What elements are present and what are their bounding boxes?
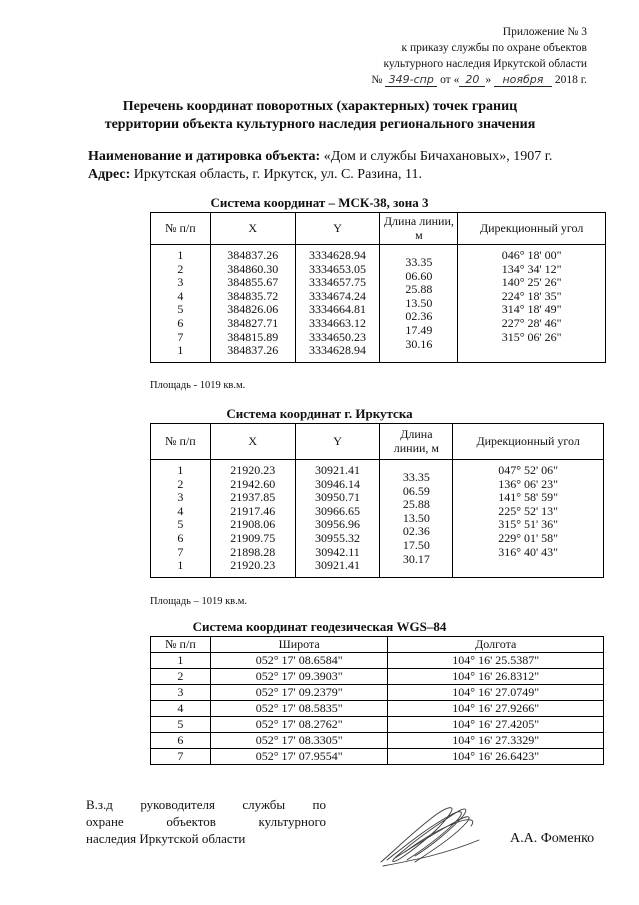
wgs-cell-lat: 052° 17' 08.6584"	[210, 653, 388, 669]
cell-value: 33.35	[402, 470, 430, 484]
wgs-cell-lon: 104° 16' 27.9266"	[388, 701, 604, 717]
msk-header-length: Длина линии, м	[380, 213, 458, 245]
cell-value: 316° 40' 43"	[498, 544, 559, 559]
order-day-close: »	[485, 74, 492, 86]
cell-value: 21920.23	[230, 463, 276, 477]
wgs-cell-lat: 052° 17' 09.3903"	[210, 669, 388, 685]
cell-value: 30946.14	[315, 476, 361, 491]
cell-value: 3334650.23	[309, 329, 367, 344]
wgs-cell-lat: 052° 17' 08.2762"	[210, 717, 388, 733]
cell-value: 21917.46	[230, 503, 276, 518]
cell-value: 7	[177, 329, 184, 344]
order-year: 2018 г.	[554, 74, 587, 86]
cell-value: 30966.65	[315, 503, 361, 518]
wgs-cell-n: 7	[151, 749, 211, 765]
appendix-number: Приложение № 3	[502, 26, 587, 38]
cell-value: 02.36	[402, 524, 430, 539]
cell-value: 2	[177, 476, 184, 491]
msk-header-n: № п/п	[151, 213, 211, 245]
document-title	[40, 98, 600, 134]
cell-value: 4	[177, 503, 184, 518]
cell-value: 21898.28	[230, 544, 276, 559]
appendix-agency-line: культурного наследия Иркутской области	[383, 58, 587, 70]
cell-value: 17.50	[402, 537, 430, 552]
wgs-cell-lon: 104° 16' 26.8312"	[388, 669, 604, 685]
order-date-from: от «	[440, 74, 460, 86]
cell-value: 30.17	[402, 551, 430, 566]
msk-coordinates-table	[150, 212, 606, 363]
msk-header-row	[151, 213, 606, 245]
msk-header-y: Y	[295, 213, 380, 245]
irk-header-n: № п/п	[151, 424, 211, 460]
wgs-cell-lat: 052° 17' 08.5835"	[210, 701, 388, 717]
irk-header-y: Y	[295, 424, 380, 460]
wgs-header-lat: Широта	[210, 637, 388, 653]
order-month-handwritten: ноября	[494, 74, 552, 87]
cell-value: 384815.89	[227, 329, 279, 344]
irk-system-title: Система координат г. Иркутска	[226, 406, 413, 421]
signatory-position	[86, 796, 326, 847]
cell-value: 3	[177, 490, 184, 505]
irk-col-x	[210, 460, 295, 578]
irk-header-x: X	[210, 424, 295, 460]
msk-data-row	[151, 245, 606, 363]
cell-value: 30921.41	[315, 463, 361, 477]
cell-value: 21909.75	[230, 530, 276, 545]
cell-value: 3334657.75	[309, 275, 367, 290]
msk-col-length	[380, 245, 458, 363]
cell-value: 30950.71	[315, 490, 361, 505]
object-address-value: Иркутская область, г. Иркутск, ул. С. Разина, 11.	[130, 167, 423, 182]
table-row	[151, 685, 604, 701]
cell-value: 1	[177, 558, 184, 573]
cell-value: 6	[177, 530, 184, 545]
table-row	[151, 701, 604, 717]
cell-value: 141° 58' 59"	[498, 490, 559, 505]
cell-value: 21942.60	[230, 476, 276, 491]
order-day-handwritten: 20	[459, 74, 485, 87]
appendix-order-line: к приказу службы по охране объектов	[401, 42, 587, 54]
table-row	[151, 749, 604, 765]
cell-value: 3	[177, 275, 184, 290]
irk-data-row	[151, 460, 604, 578]
cell-value: 227° 28' 46"	[501, 315, 562, 330]
order-num-prefix: №	[371, 74, 383, 86]
cell-value: 17.49	[405, 322, 433, 337]
cell-value: 140° 25' 26"	[501, 275, 562, 290]
cell-value: 315° 06' 26"	[501, 329, 562, 344]
wgs-cell-n: 4	[151, 701, 211, 717]
wgs-cell-lon: 104° 16' 25.5387"	[388, 653, 604, 669]
irk-header-direction: Дирекционный угол	[453, 424, 604, 460]
wgs-coordinates-table	[150, 636, 604, 765]
object-name-line	[88, 148, 608, 166]
wgs-system-title: Система координат геодезическая WGS–84	[192, 619, 447, 634]
wgs-cell-lon: 104° 16' 27.4205"	[388, 717, 604, 733]
cell-value: 384837.26	[227, 343, 279, 358]
signatory-line-3: наследия Иркутской области	[86, 831, 246, 846]
cell-value: 3334653.05	[309, 261, 367, 276]
object-name-value: «Дом и службы Бичахановых», 1907 г.	[320, 149, 553, 164]
cell-value: 3334663.12	[309, 315, 367, 330]
cell-value: 25.88	[405, 282, 433, 297]
wgs-cell-lon: 104° 16' 27.0749"	[388, 685, 604, 701]
wgs-cell-n: 6	[151, 733, 211, 749]
msk-header-direction: Дирекционный угол	[458, 213, 606, 245]
cell-value: 3334628.94	[309, 343, 367, 358]
object-address-label: Адрес:	[88, 167, 131, 182]
wgs-cell-n: 1	[151, 653, 211, 669]
cell-value: 21937.85	[230, 490, 276, 505]
cell-value: 136° 06' 23"	[498, 476, 559, 491]
msk-col-n	[151, 245, 211, 363]
cell-value: 225° 52' 13"	[498, 503, 559, 518]
object-info	[88, 148, 608, 184]
wgs-cell-lat: 052° 17' 08.3305"	[210, 733, 388, 749]
cell-value: 229° 01' 58"	[498, 530, 559, 545]
irk-col-n	[151, 460, 211, 578]
handwritten-signature	[375, 800, 485, 870]
cell-value: 02.36	[405, 309, 433, 324]
cell-value: 2	[177, 261, 184, 276]
title-line-2: территории объекта культурного наследия регионального значения	[104, 117, 536, 132]
appendix-order-ref	[287, 72, 587, 88]
irk-header-row	[151, 424, 604, 460]
cell-value: 384827.71	[227, 315, 279, 330]
wgs-cell-n: 2	[151, 669, 211, 685]
cell-value: 5	[177, 517, 184, 532]
signatory-line-2: охране объектов культурного	[86, 814, 326, 829]
msk-col-y	[295, 245, 380, 363]
irk-col-direction	[453, 460, 604, 578]
wgs-header-lon: Долгота	[388, 637, 604, 653]
title-line-1: Перечень координат поворотных (характерных) точек границ	[122, 99, 518, 114]
cell-value: 1	[177, 343, 184, 358]
wgs-cell-n: 5	[151, 717, 211, 733]
cell-value: 7	[177, 544, 184, 559]
cell-value: 384826.06	[227, 302, 279, 317]
cell-value: 384860.30	[227, 261, 279, 276]
wgs-cell-lon: 104° 16' 26.6423"	[388, 749, 604, 765]
signatory-name: А.А. Фоменко	[510, 831, 595, 846]
cell-value: 21920.23	[230, 558, 276, 573]
cell-value: 047° 52' 06"	[498, 463, 559, 477]
cell-value: 30955.32	[315, 530, 361, 545]
object-address-line	[88, 166, 608, 184]
cell-value: 13.50	[405, 295, 433, 310]
msk-header-x: X	[210, 213, 295, 245]
msk-col-direction	[458, 245, 606, 363]
cell-value: 315° 51' 36"	[498, 517, 559, 532]
cell-value: 224° 18' 35"	[501, 288, 562, 303]
irk-header-length: Длина линии, м	[380, 424, 453, 460]
wgs-cell-lat: 052° 17' 09.2379"	[210, 685, 388, 701]
cell-value: 3334664.81	[309, 302, 367, 317]
table-row	[151, 653, 604, 669]
cell-value: 384835.72	[227, 288, 279, 303]
table-row	[151, 669, 604, 685]
wgs-cell-lon: 104° 16' 27.3329"	[388, 733, 604, 749]
cell-value: 5	[177, 302, 184, 317]
wgs-cell-lat: 052° 17' 07.9554"	[210, 749, 388, 765]
cell-value: 6	[177, 315, 184, 330]
cell-value: 046° 18' 00"	[501, 248, 562, 262]
wgs-header-row	[151, 637, 604, 653]
cell-value: 30.16	[405, 336, 433, 351]
cell-value: 384855.67	[227, 275, 279, 290]
signatory-line-1: В.з.д руководителя службы по	[86, 797, 326, 812]
order-number-handwritten: 349-спр	[385, 74, 437, 87]
wgs-cell-n: 3	[151, 685, 211, 701]
msk-system-title: Система координат – МСК-38, зона 3	[210, 195, 429, 210]
object-name-label: Наименование и датировка объекта:	[88, 149, 321, 164]
cell-value: 314° 18' 49"	[501, 302, 562, 317]
cell-value: 21908.06	[230, 517, 276, 532]
table-row	[151, 733, 604, 749]
cell-value: 06.60	[405, 268, 433, 283]
cell-value: 25.88	[402, 497, 430, 512]
wgs-header-n: № п/п	[151, 637, 211, 653]
irk-coordinates-table	[150, 423, 604, 578]
cell-value: 3334628.94	[309, 248, 367, 262]
irk-area: Площадь – 1019 кв.м.	[150, 596, 248, 607]
irk-col-y	[295, 460, 380, 578]
cell-value: 30956.96	[315, 517, 361, 532]
cell-value: 30921.41	[315, 558, 361, 573]
cell-value: 3334674.24	[309, 288, 367, 303]
cell-value: 1	[177, 463, 184, 477]
cell-value: 384837.26	[227, 248, 279, 262]
cell-value: 13.50	[402, 510, 430, 525]
cell-value: 134° 34' 12"	[501, 261, 562, 276]
msk-col-x	[210, 245, 295, 363]
cell-value: 33.35	[405, 255, 433, 269]
cell-value: 4	[177, 288, 184, 303]
irk-col-length	[380, 460, 453, 578]
cell-value: 30942.11	[315, 544, 360, 559]
appendix-header	[287, 24, 587, 88]
table-row	[151, 717, 604, 733]
cell-value: 1	[177, 248, 184, 262]
msk-area: Площадь - 1019 кв.м.	[150, 380, 246, 391]
cell-value: 06.59	[402, 483, 430, 498]
